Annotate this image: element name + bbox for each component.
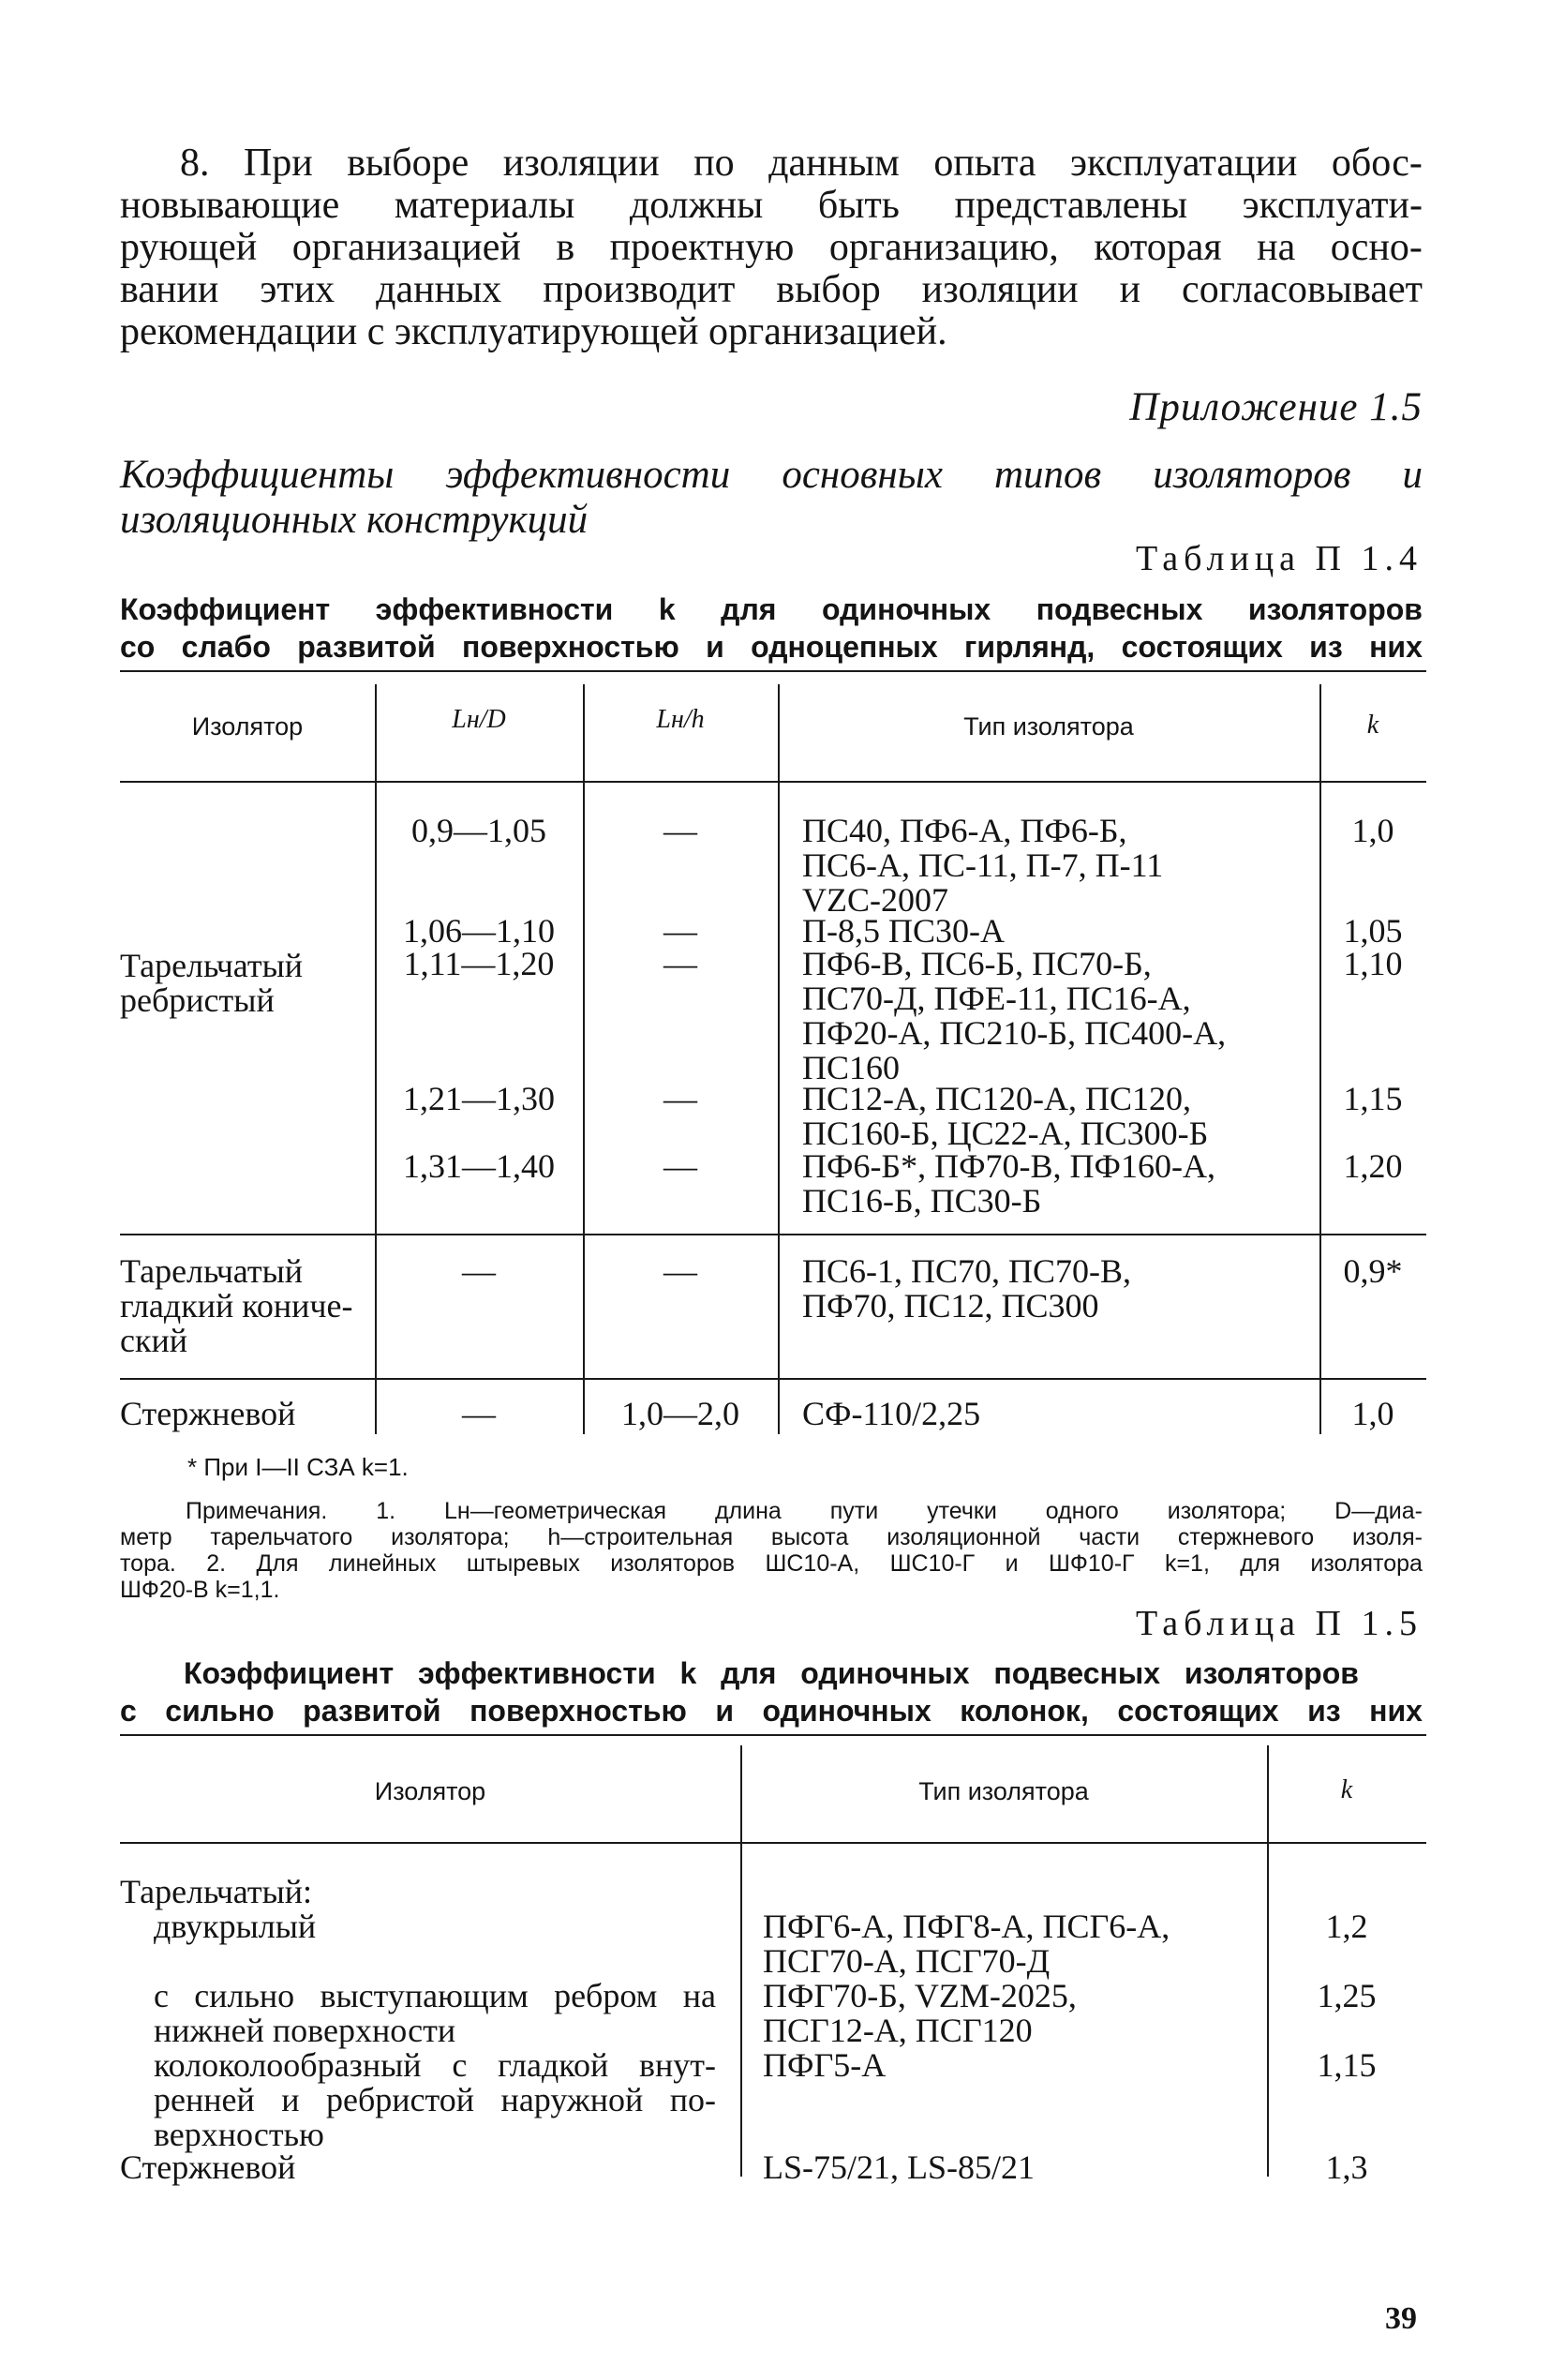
table1-header-k: k <box>1366 711 1379 740</box>
table1-row-lh: — <box>663 1147 697 1185</box>
table1-rod-lh: 1,0—2,0 <box>621 1395 739 1432</box>
cell-line: ПС160 <box>802 1049 901 1086</box>
table1-rod-k: 1,0 <box>1351 1395 1394 1432</box>
table2-top-rule <box>120 1734 1426 1736</box>
table2-group-title: Тарельчатый: <box>120 1873 313 1910</box>
table1-row-type <box>802 1082 1208 1151</box>
table2-rod-type: LS-75/21, LS-85/21 <box>763 2148 1036 2186</box>
table1-ribbed-name <box>120 949 303 1018</box>
table1-row-ld: 1,06—1,10 <box>403 912 555 950</box>
cell-line: ПФГ6-А, ПФГ8-А, ПСГ6-А, <box>763 1908 1170 1945</box>
table1-row-type <box>802 814 1163 918</box>
table1-row-k: 1,05 <box>1343 912 1403 950</box>
table1-footnote: * При I—II СЗА k=1. <box>187 1453 409 1481</box>
table1-group-rule <box>120 1234 1426 1235</box>
table1-rod-name: Стержневой <box>120 1395 296 1432</box>
table2-header-rule <box>120 1842 1426 1844</box>
table1-col-rule <box>778 684 780 1434</box>
cell-line: ПС6-1, ПС70, ПС70-В, <box>802 1252 1132 1290</box>
page-number: 39 <box>1385 2301 1417 2336</box>
table1-row-k: 1,15 <box>1343 1080 1403 1117</box>
cell-line: нижней поверхности <box>154 2012 456 2049</box>
table1-row-ld: 1,21—1,30 <box>403 1080 555 1117</box>
table1-group-rule <box>120 1378 1426 1380</box>
table1-row-lh: — <box>663 1080 697 1117</box>
table1-col-rule <box>1319 684 1321 1434</box>
cell-line: ПФГ5-А <box>763 2046 887 2084</box>
caption-line: со слабо развитой поверхностью и одноцепных гирлянд, состоящих из них <box>120 630 1423 664</box>
table2-row-name <box>154 1909 316 1944</box>
table1-smooth-k: 0,9* <box>1343 1252 1403 1290</box>
table2-row-k: 1,15 <box>1317 2046 1377 2084</box>
table1-row-k: 1,10 <box>1343 945 1403 982</box>
table1-header-ld: Lн/D <box>452 705 506 734</box>
table2-row-k: 1,2 <box>1325 1908 1368 1945</box>
cell-line: ПФГ70-Б, VZM-2025, <box>763 1977 1077 2014</box>
note-line: тора. 2. Для линейных штыревых изоляторов ШС10-А, ШС10-Г и ШФ10-Г k=1, для изолятора <box>120 1550 1423 1577</box>
table1-row-ld: 1,11—1,20 <box>403 945 555 982</box>
table2-rod-name: Стержневой <box>120 2148 296 2186</box>
note-line: метр тарельчатого изолятора; h—строительная высота изоляционной части стержневого изоля- <box>120 1524 1423 1550</box>
cell-line: П-8,5 ПС30-А <box>802 912 1005 950</box>
cell-line: верхностью <box>154 2116 324 2153</box>
table1-rod-ld: — <box>462 1395 496 1432</box>
cell-line: ПФ6-В, ПС6-Б, ПС70-Б, <box>802 945 1152 982</box>
table2-row-k: 1,25 <box>1317 1977 1377 2014</box>
table1-row-type <box>802 947 1226 1085</box>
paragraph-line: вании этих данных производит выбор изоляции и согласовывает <box>120 268 1423 311</box>
paragraph-line: новывающие материалы должны быть представлены эксплуати- <box>120 184 1423 227</box>
table1-col-rule <box>375 684 377 1434</box>
paragraph-line: рекомендации с эксплуатирующей организацией. <box>120 310 947 353</box>
cell-line: ский <box>120 1322 187 1359</box>
cell-line: ПС70-Д, ПФЕ-11, ПС16-А, <box>802 980 1191 1017</box>
table1-row-lh: — <box>663 812 697 849</box>
section-title-line: изоляционных конструкций <box>120 498 589 542</box>
cell-line: ПС16-Б, ПС30-Б <box>802 1182 1042 1220</box>
paragraph-line: рующей организацией в проектную организацию, которая на осно- <box>120 226 1423 269</box>
cell-line: ПФ20-А, ПС210-Б, ПС400-А, <box>802 1014 1227 1052</box>
table1-smooth-ld: — <box>462 1252 496 1290</box>
table2-col-rule <box>740 1745 742 2177</box>
table1-col-rule <box>583 684 585 1434</box>
table1-caption <box>120 591 1423 666</box>
cell-line: Тарельчатый <box>120 1252 304 1290</box>
table2-label: Таблица П 1.5 <box>1136 1604 1423 1643</box>
table2-col-rule <box>1267 1745 1269 2177</box>
table2-header-insulator: Изолятор <box>374 1777 486 1805</box>
table2-header-k: k <box>1340 1775 1353 1804</box>
table2-header-type: Тип изолятора <box>918 1777 1089 1805</box>
cell-line: ПСГ12-А, ПСГ120 <box>763 2012 1033 2049</box>
table2-row-type <box>763 1909 1170 1979</box>
cell-line: ребристый <box>120 981 275 1019</box>
cell-line: ренней и ребристой наружной по- <box>154 2081 716 2118</box>
table1-smooth-name <box>120 1254 352 1358</box>
cell-line: VZC-2007 <box>802 881 948 919</box>
caption-line: Коэффициент эффективности k для одиночных подвесных изоляторов <box>184 1656 1359 1690</box>
table1-row-k: 1,20 <box>1343 1147 1403 1185</box>
cell-line: с сильно выступающим ребром на <box>154 1977 716 2014</box>
cell-line: ПСГ70-А, ПСГ70-Д <box>763 1942 1051 1980</box>
cell-line: Тарельчатый <box>120 947 304 984</box>
section-title <box>120 453 1423 543</box>
cell-line: ПС12-А, ПС120-А, ПС120, <box>802 1080 1192 1117</box>
note-line: ШФ20-В k=1,1. <box>120 1577 280 1603</box>
table2-row-name <box>154 1979 716 2048</box>
table1-row-type <box>802 914 1005 949</box>
table1-row-type <box>802 1149 1215 1219</box>
caption-line: Коэффициент эффективности k для одиночных подвесных изоляторов <box>120 592 1423 626</box>
table1-header-insulator: Изолятор <box>191 712 304 741</box>
table2-row-name <box>154 2048 716 2152</box>
table1-row-ld: 1,31—1,40 <box>403 1147 555 1185</box>
note-line: Примечания. 1. Lн—геометрическая длина пути утечки одного изолятора; D—диа- <box>186 1498 1423 1524</box>
cell-line: ПС40, ПФ6-А, ПФ6-Б, <box>802 812 1127 849</box>
paragraph-8 <box>120 142 1423 353</box>
table1-header-type: Тип изолятора <box>963 712 1134 741</box>
cell-line: колоколообразный с гладкой внут- <box>154 2046 716 2084</box>
table1-row-lh: — <box>663 945 697 982</box>
table1-label: Таблица П 1.4 <box>1136 539 1423 578</box>
cell-line: ПС160-Б, ЦС22-А, ПС300-Б <box>802 1115 1209 1152</box>
table2-row-type <box>763 1979 1077 2048</box>
cell-line: ПФ70, ПС12, ПС300 <box>802 1287 1099 1325</box>
table1-row-ld: 0,9—1,05 <box>411 812 546 849</box>
table1-top-rule <box>120 670 1426 672</box>
cell-line: ПС6-А, ПС-11, П-7, П-11 <box>802 846 1164 884</box>
cell-line: двукрылый <box>154 1908 317 1945</box>
table2-rod-k: 1,3 <box>1325 2148 1368 2186</box>
table1-rod-type: СФ-110/2,25 <box>802 1395 981 1432</box>
table2-row-type <box>763 2048 886 2083</box>
table1-header-lh: Lн/h <box>656 705 705 734</box>
cell-line: ПФ6-Б*, ПФ70-В, ПФ160-А, <box>802 1147 1215 1185</box>
table1-smooth-type <box>802 1254 1131 1324</box>
paragraph-line: 8. При выборе изоляции по данным опыта эксплуатации обос- <box>180 142 1423 185</box>
table2-caption <box>120 1654 1423 1729</box>
caption-line: с сильно развитой поверхностью и одиночных колонок, состоящих из них <box>120 1694 1423 1728</box>
appendix-label: Приложение 1.5 <box>1129 385 1423 429</box>
table1-notes <box>120 1498 1423 1603</box>
table1-row-lh: — <box>663 912 697 950</box>
section-title-line: Коэффициенты эффективности основных типов изоляторов и <box>120 453 1423 497</box>
cell-line: гладкий кониче- <box>120 1287 353 1325</box>
table1-header-rule <box>120 781 1426 783</box>
table1-smooth-lh: — <box>663 1252 697 1290</box>
table1-row-k: 1,0 <box>1351 812 1394 849</box>
